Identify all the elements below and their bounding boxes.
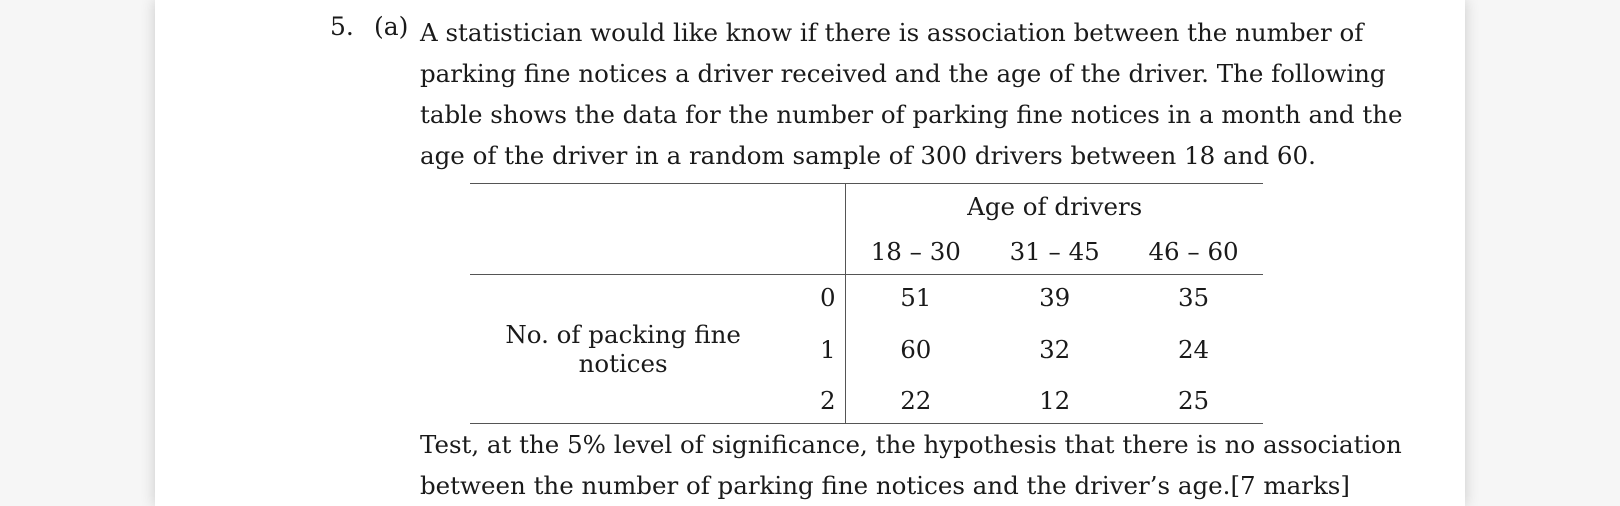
intro-line: table shows the data for the number of parking fine notices in a month and the	[420, 100, 1403, 129]
table-cell: 32	[1039, 334, 1071, 364]
column-header: 18 – 30	[846, 229, 985, 275]
table-cell: 51	[846, 275, 985, 321]
instruction-line: Test, at the 5% level of significance, the hypothesis that there is no association	[420, 430, 1402, 459]
table-subheader-row	[470, 229, 1263, 275]
table-cell: 22	[846, 378, 985, 424]
table-row	[470, 320, 1263, 378]
column-group-header: Age of drivers	[846, 184, 1263, 230]
question-instruction	[420, 424, 1402, 506]
instruction-line	[420, 465, 1350, 506]
question-part: (a)	[374, 12, 409, 41]
intro-line: age of the driver in a random sample of 300 drivers between 18 and 60.	[420, 141, 1316, 170]
intro-line: parking fine notices a driver received and the age of the driver. The following	[420, 59, 1386, 88]
row-value: 1	[820, 334, 836, 364]
contingency-table	[470, 183, 1263, 424]
row-value: 2	[776, 378, 846, 424]
table-header-row	[470, 184, 1263, 230]
row-label: No. of packing fine notices	[505, 320, 741, 378]
question-intro	[420, 12, 1403, 176]
table-cell: 24	[1177, 334, 1210, 364]
table-row	[470, 378, 1263, 424]
column-header: 46 – 60	[1148, 237, 1239, 266]
column-header: 31 – 45	[1009, 237, 1100, 266]
table-cell: 39	[985, 275, 1124, 321]
table-cell: 25	[1124, 378, 1263, 424]
question-number: 5.	[330, 12, 354, 41]
table-cell: 12	[985, 378, 1124, 424]
marks-label: [7 marks]	[1230, 471, 1350, 500]
instruction-text: between the number of parking fine notices and the driver’s age.	[420, 471, 1231, 500]
table-cell: 60	[846, 320, 985, 378]
table-cell: 35	[1124, 275, 1263, 321]
table-row	[470, 275, 1263, 321]
row-value: 0	[776, 275, 846, 321]
intro-line: A statistician would like know if there is association between the number of	[420, 18, 1364, 47]
